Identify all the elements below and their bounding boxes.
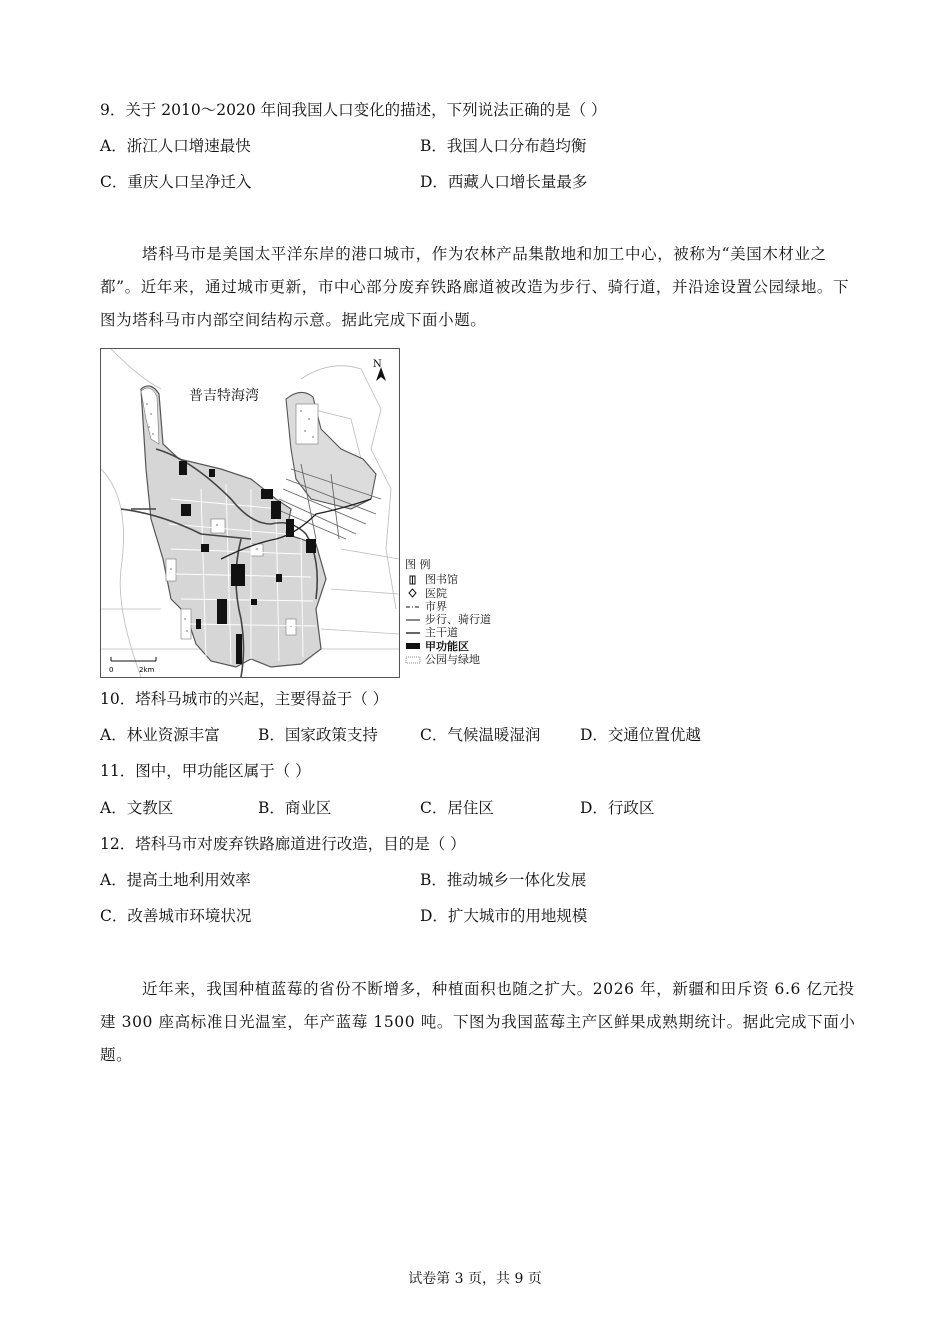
- library-icon: [405, 575, 421, 585]
- legend-city-boundary: 市界: [405, 600, 491, 613]
- dotted-box-icon: [405, 655, 421, 665]
- question-9-option-d: D．西藏人口增长量最多: [420, 173, 588, 191]
- dash-line-icon: [405, 602, 421, 612]
- passage-tacoma: [100, 238, 860, 337]
- question-12-option-b: B．推动城乡一体化发展: [420, 871, 587, 889]
- question-10-option-a: A．林业资源丰富: [100, 726, 220, 744]
- question-11-stem: 11．图中，甲功能区属于（ ）: [100, 762, 311, 780]
- question-10-option-c: C．气候温暖湿润: [420, 726, 541, 744]
- question-10-option-d: D．交通位置优越: [580, 726, 701, 744]
- tacoma-map-svg: [101, 349, 399, 677]
- bay-label: 普吉特海湾: [189, 388, 259, 404]
- scale-zero: 0: [109, 666, 114, 674]
- scale-label: 2km: [139, 666, 155, 674]
- legend-trail: 步行、骑行道: [405, 613, 491, 626]
- legend-title: 图 例: [405, 558, 431, 571]
- road-line-icon: [405, 628, 421, 638]
- question-11-option-b: B．商业区: [258, 799, 332, 817]
- legend-function-zone: 甲功能区: [405, 640, 491, 653]
- question-9-option-a: A．浙江人口增速最快: [100, 137, 251, 155]
- legend-park: 公园与绿地: [405, 653, 491, 666]
- thin-line-icon: [405, 615, 421, 625]
- north-arrow-icon: [373, 359, 386, 381]
- question-12-stem: 12．塔科马市对废弃铁路廊道进行改造，目的是（ ）: [100, 835, 466, 853]
- question-11-option-a: A．文教区: [100, 799, 174, 817]
- question-9-option-b: B．我国人口分布趋均衡: [420, 137, 587, 155]
- passage-blueberry: [100, 973, 860, 1072]
- question-12-option-c: C．改善城市环境状况: [100, 907, 252, 925]
- question-12-option-a: A．提高土地利用效率: [100, 871, 251, 889]
- legend-hospital: 医院: [405, 587, 491, 600]
- question-10-option-b: B．国家政策支持: [258, 726, 378, 744]
- question-11-option-d: D．行政区: [580, 799, 655, 817]
- legend-main-road: 主干道: [405, 626, 491, 639]
- question-9-stem: 9．关于 2010～2020 年间我国人口变化的描述，下列说法正确的是（ ）: [100, 101, 607, 119]
- north-label: N: [373, 359, 382, 370]
- tacoma-map: [100, 348, 400, 678]
- question-9-option-c: C．重庆人口呈净迁入: [100, 173, 252, 191]
- hospital-icon: [405, 588, 421, 598]
- question-10-stem: 10．塔科马城市的兴起，主要得益于（ ）: [100, 690, 389, 708]
- map-legend: [405, 558, 491, 666]
- black-block-icon: [405, 641, 421, 651]
- legend-library: 图书馆: [405, 573, 491, 586]
- passage-tacoma-text: 塔科马市是美国太平洋东岸的港口城市，作为农林产品集散地和加工中心，被称为“美国木材业之都”。近年来，通过城市更新，市中心部分废弃铁路廊道被改造为步行、骑行道，并沿途设置公园绿地。下图为塔科马市内部空间结构示意。据此完成下面小题。: [100, 245, 850, 329]
- passage-blueberry-text: 近年来，我国种植蓝莓的省份不断增多，种植面积也随之扩大。2026 年，新疆和田斥资 6.6 亿元投建 300 座高标准日光温室，年产蓝莓 1500 吨。下图为我国蓝莓主产区鲜果成熟期统计。据此完成下面小题。: [100, 980, 856, 1064]
- question-11-option-c: C．居住区: [420, 799, 494, 817]
- scale-bar: [109, 657, 156, 674]
- question-12-option-d: D．扩大城市的用地规模: [420, 907, 588, 925]
- page-footer: 试卷第 3 页，共 9 页: [408, 1271, 542, 1287]
